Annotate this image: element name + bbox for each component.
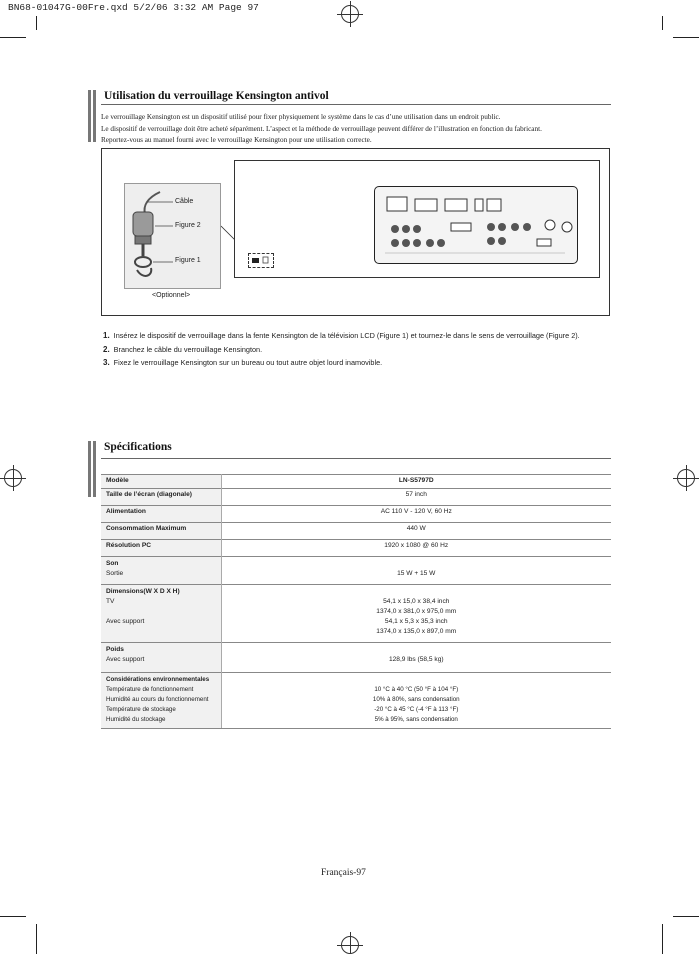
- crop-mark: [0, 37, 26, 38]
- label-figure-1: Figure 1: [175, 257, 201, 264]
- table-row: Résolution PC 1920 x 1080 @ 60 Hz: [101, 540, 611, 557]
- kensington-intro: [101, 112, 621, 147]
- list-item: 2. Branchez le câble du verrouillage Kensington.: [103, 344, 263, 354]
- table-row: Poids Avec support 128,9 lbs (58,5 kg): [101, 643, 611, 673]
- specs-table: [101, 474, 611, 729]
- kensington-slot-icon: [248, 253, 274, 268]
- crop-mark: [673, 37, 699, 38]
- kensington-title: Utilisation du verrouillage Kensington antivol: [104, 90, 329, 102]
- intro-paragraph: Le verrouillage Kensington est un dispositif utilisé pour fixer physiquement le système dans le cas d’une utilisation dans un endroit public.: [101, 113, 501, 121]
- registration-mark-icon: [341, 936, 359, 954]
- connector-panel-icon: [374, 186, 578, 264]
- table-row: Dimensions(W X D X H) TV Avec support 54,1 x 15,0 x 38,4 inch 1374,0 x 381,0 x 975,0 mm 54,1 x 5,3 x 35,3 inch 1374,0 x 135,0 x 897,0 mm: [101, 585, 611, 643]
- print-slug: BN68-01047G-00Fre.qxd 5/2/06 3:32 AM Page 97: [8, 2, 259, 13]
- table-row: Modèle LN-S5797D: [101, 475, 611, 489]
- registration-mark-icon: [341, 5, 359, 23]
- crop-mark: [36, 16, 37, 30]
- crop-mark: [36, 924, 37, 954]
- list-item: 1. Insérez le dispositif de verrouillage dans la fente Kensington de la télévision LCD (Figure 1) et tournez-le dans le sens de verrouillage (Figure 2).: [103, 331, 580, 340]
- label-figure-2: Figure 2: [175, 222, 201, 229]
- section-rule: [101, 104, 611, 105]
- kensington-lock-icon: [125, 184, 222, 290]
- intro-paragraph: Le dispositif de verrouillage doit être acheté séparément. L’aspect et la méthode de verrouillage peuvent différer de l’illustration en fonction du fabricant.: [101, 124, 542, 133]
- crop-mark: [662, 16, 663, 30]
- table-row: Consommation Maximum 440 W: [101, 523, 611, 540]
- crop-mark: [0, 916, 26, 917]
- list-item: 3. Fixez le verrouillage Kensington sur un bureau ou tout autre objet lourd inamovible.: [103, 358, 383, 367]
- label-optional: <Optionnel>: [152, 292, 191, 299]
- table-row: Alimentation AC 110 V - 120 V, 60 Hz: [101, 506, 611, 523]
- registration-mark-icon: [677, 469, 695, 487]
- page-number: Français-97: [321, 868, 366, 878]
- label-cable: Câble: [175, 198, 194, 205]
- instruction-steps: [103, 329, 580, 370]
- crop-mark: [673, 916, 699, 917]
- lock-illustration: [124, 183, 221, 289]
- specs-title: Spécifications: [104, 441, 172, 453]
- table-row: Considérations environnementales Température de fonctionnement Humidité au cours du fonctionnement Température de stockage Humidité du stockage 10 °C à 40 °C (50 °F à 104 °F) 10% à 80%, sans condensation -20 °C à 45 °C (-4 °F à 113 °F) 5% à 95%, sans condensation: [101, 673, 611, 729]
- table-row: Son Sortie 15 W + 15 W: [101, 557, 611, 585]
- crop-mark: [662, 924, 663, 954]
- registration-mark-icon: [4, 469, 22, 487]
- table-row: Taille de l’écran (diagonale) 57 inch: [101, 489, 611, 506]
- intro-paragraph: Reportez-vous au manuel fourni avec le verrouillage Kensington pour une utilisation correcte.: [101, 136, 372, 144]
- section-rule: [101, 458, 611, 459]
